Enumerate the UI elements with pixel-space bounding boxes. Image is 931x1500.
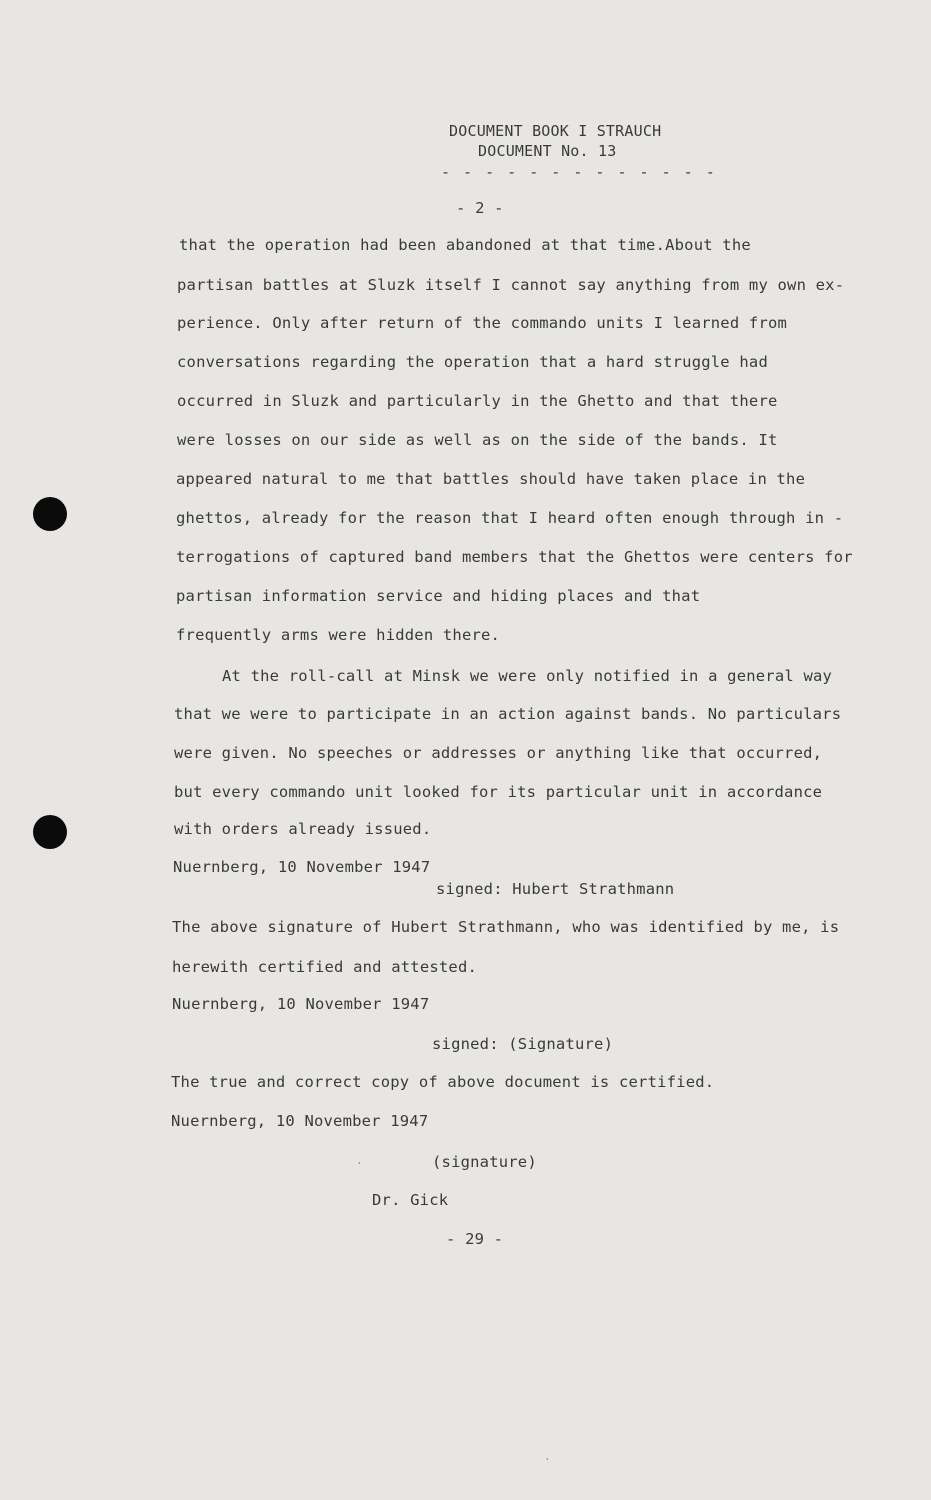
certification-line: herewith certified and attested. bbox=[172, 958, 478, 976]
copy-certification-line: The true and correct copy of above document is certified. bbox=[171, 1073, 715, 1091]
signed-strathmann: signed: Hubert Strathmann bbox=[436, 880, 675, 898]
body-line: were given. No speeches or addresses or anything like that occurred, bbox=[174, 744, 823, 762]
header-rule: - - - - - - - - - - - - - bbox=[441, 163, 717, 181]
place-date: Nuernberg, 10 November 1947 bbox=[173, 858, 431, 876]
body-line: occurred in Sluzk and particularly in the Ghetto and that there bbox=[177, 392, 778, 410]
page-number: - 29 - bbox=[446, 1230, 504, 1248]
page-marker: - 2 - bbox=[456, 199, 504, 217]
place-date: Nuernberg, 10 November 1947 bbox=[171, 1112, 429, 1130]
body-line: but every commando unit looked for its particular unit in accordance bbox=[174, 783, 823, 801]
body-line: partisan battles at Sluzk itself I cannot say anything from my own ex- bbox=[177, 276, 845, 294]
body-line: with orders already issued. bbox=[174, 820, 432, 838]
body-line: At the roll-call at Minsk we were only notified in a general way bbox=[222, 667, 833, 685]
place-date: Nuernberg, 10 November 1947 bbox=[172, 995, 430, 1013]
body-line: ghettos, already for the reason that I heard often enough through in - bbox=[176, 509, 844, 527]
signed-signature: signed: (Signature) bbox=[432, 1035, 614, 1053]
document-number: DOCUMENT No. 13 bbox=[478, 142, 617, 160]
certification-line: The above signature of Hubert Strathmann, who was identified by me, is bbox=[172, 918, 840, 936]
body-line: were losses on our side as well as on the side of the bands. It bbox=[177, 431, 778, 449]
body-line: perience. Only after return of the commando units I learned from bbox=[177, 314, 788, 332]
ink-speck: · bbox=[356, 1157, 363, 1170]
punch-hole-bottom bbox=[33, 815, 67, 849]
document-book-title: DOCUMENT BOOK I STRAUCH bbox=[449, 122, 662, 140]
body-line: that the operation had been abandoned at that time.About the bbox=[179, 236, 751, 254]
body-line: conversations regarding the operation that a hard struggle had bbox=[177, 353, 768, 371]
body-line: terrogations of captured band members that the Ghettos were centers for bbox=[176, 548, 853, 566]
punch-hole-top bbox=[33, 497, 67, 531]
body-line: partisan information service and hiding places and that bbox=[176, 587, 701, 605]
signer-name: Dr. Gick bbox=[372, 1191, 449, 1209]
ink-speck: · bbox=[544, 1453, 551, 1466]
body-line: that we were to participate in an action against bands. No particulars bbox=[174, 705, 842, 723]
body-line: frequently arms were hidden there. bbox=[176, 626, 501, 644]
body-line: appeared natural to me that battles should have taken place in the bbox=[176, 470, 806, 488]
signature-placeholder: (signature) bbox=[432, 1153, 537, 1171]
